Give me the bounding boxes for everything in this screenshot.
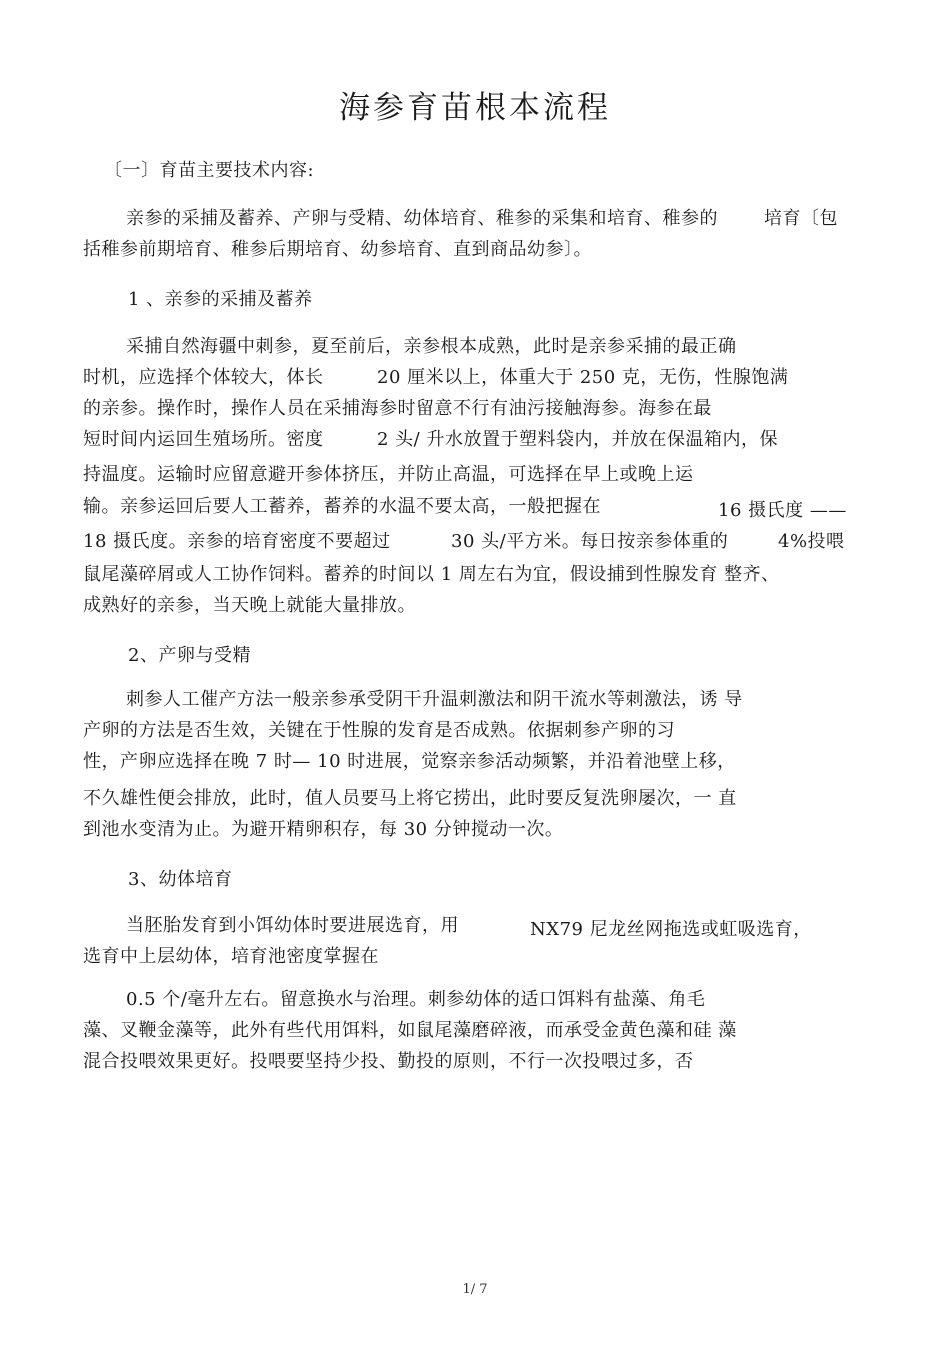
text-line: 2 头/ 升水放置于塑料袋内，并放在保温箱内，保 (377, 429, 778, 450)
section-heading: 1 、亲参的采捕及蓄养 (128, 289, 313, 310)
text-line: 短时间内运回生殖场所。密度 (83, 429, 324, 450)
text-line: 0.5 个/毫升左右。留意换水与治理。刺参幼体的适口饵料有盐藻、角毛 (126, 989, 706, 1010)
text-line: 括稚参前期培育、稚参后期培育、幼参培育、直到商品幼参〕。 (83, 239, 592, 260)
text-line: 不久雄性便会排放，此时，值人员要马上将它捞出，此时要反复洗卵屡次，一 直 (83, 788, 737, 809)
text-line: 产卵的方法是否生效，关键在于性腺的发育是否成熟。依据刺参产卵的习 (83, 720, 675, 741)
page-number: 1/ 7 (462, 1282, 488, 1297)
text-line: 刺参人工催产方法一般亲参承受阴干升温刺激法和阴干流水等刺激法，诱 导 (126, 689, 743, 710)
text-line: 时机，应选择个体较大，体长 (83, 367, 324, 388)
text-line: NX79 尼龙丝网拖选或虹吸选育， (530, 919, 812, 940)
text-line: 选育中上层幼体，培育池密度掌握在 (83, 946, 379, 967)
section-heading: 3、幼体培育 (128, 869, 233, 890)
text-line: 混合投喂效果更好。投喂要坚持少投、勤投的原则，不行一次投喂过多，否 (83, 1051, 694, 1072)
text-line: 培育〔包 (764, 208, 838, 229)
text-line: 到池水变清为止。为避开精卵积存，每 30 分钟搅动一次。 (83, 819, 564, 840)
text-line: 4%投喂 (778, 531, 845, 552)
text-line: 亲参的采捕及蓄养、产卵与受精、幼体培育、稚参的采集和培育、稚参的 (126, 208, 718, 229)
section-heading: 2、产卵与受精 (128, 645, 251, 666)
text-line: 18 摄氏度。亲参的培育密度不要超过 (83, 531, 391, 552)
text-line: 鼠尾藻碎屑或人工协作饲料。蓄养的时间以 1 周左右为宜，假设捕到性腺发育 整齐、 (83, 564, 780, 585)
text-line: 采捕自然海疆中刺参，夏至前后，亲参根本成熟，此时是亲参采捕的最正确 (126, 336, 737, 357)
text-line: 持温度。运输时应留意避开参体挤压，并防止高温，可选择在早上或晚上运 (83, 464, 694, 485)
text-line: 16 摄氏度 —— (718, 500, 847, 521)
text-line: 藻、叉鞭金藻等，此外有些代用饵料，如鼠尾藻磨碎液，而承受金黄色藻和硅 藻 (83, 1020, 737, 1041)
text-line: 当胚胎发育到小饵幼体时要进展选育，用 (126, 915, 459, 936)
text-line: 的亲参。操作时，操作人员在采捕海参时留意不行有油污接触海参。海参在最 (83, 398, 712, 419)
text-line: 20 厘米以上，体重大于 250 克，无伤，性腺饱满 (377, 367, 789, 388)
page-title: 海参育苗根本流程 (339, 90, 611, 126)
text-line: 〔一〕育苗主要技术内容: (104, 160, 315, 181)
text-line: 性，产卵应选择在晚 7 时— 10 时进展，觉察亲参活动频繁，并沿着池壁上移， (83, 751, 736, 772)
text-line: 成熟好的亲参，当天晚上就能大量排放。 (83, 595, 416, 616)
text-line: 30 头/平方米。每日按亲参体重的 (451, 531, 729, 552)
text-line: 输。亲参运回后要人工蓄养，蓄养的水温不要太高，一般把握在 (83, 496, 601, 517)
